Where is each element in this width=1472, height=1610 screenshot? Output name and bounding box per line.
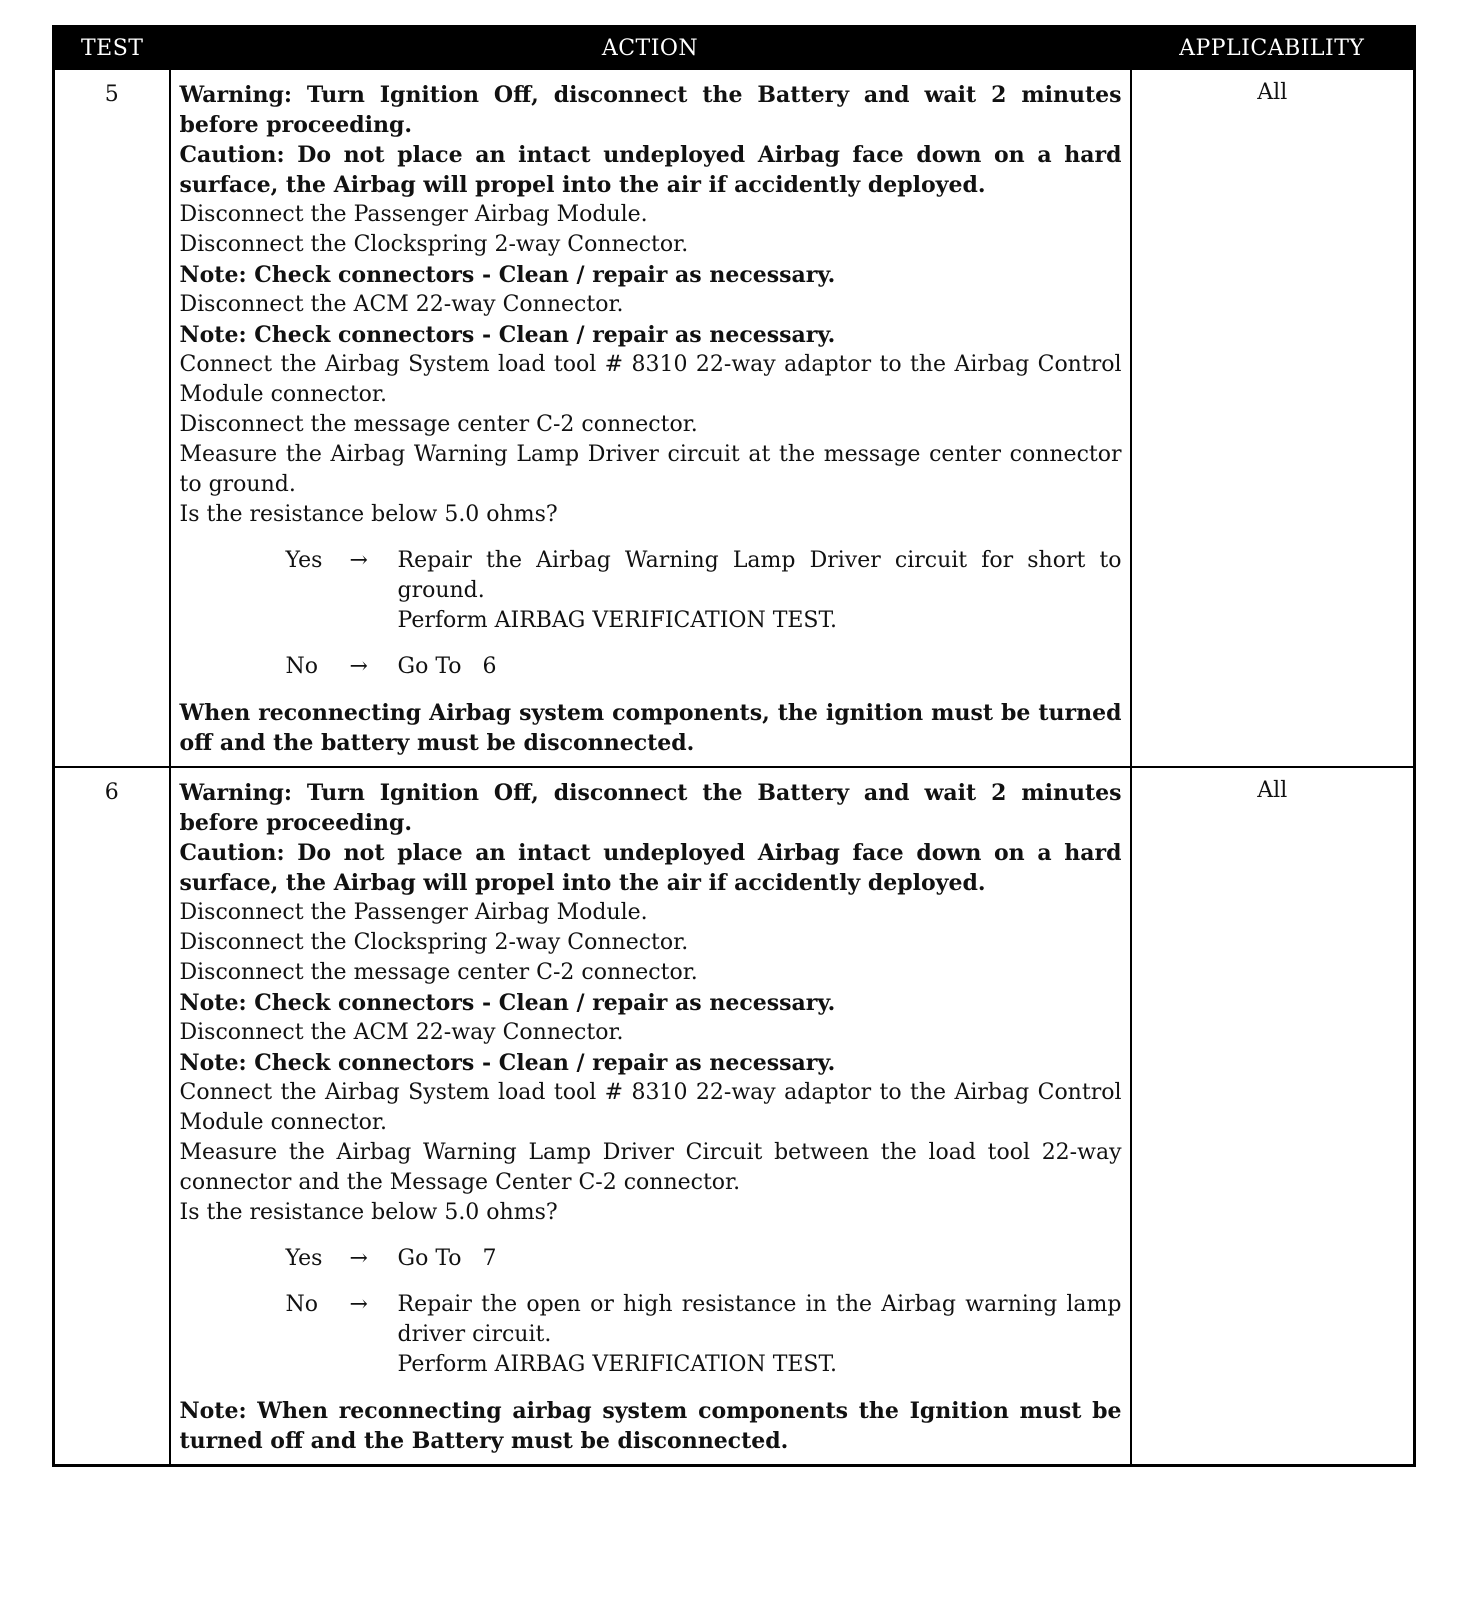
applicability-value: All [1131,69,1415,767]
no-label: No [285,654,318,679]
table-row-test-6 [54,767,1415,1466]
no-branch [286,652,1122,682]
warning-text: Warning: Turn Ignition Off, disconnect the Battery and wait 2 minutes before proceeding. [179,780,1122,836]
note-text: Note: Check connectors - Clean / repair as necessary. [179,322,836,348]
yes-result [398,1244,1122,1274]
step-text: Disconnect the ACM 22-way Connector. [179,292,624,317]
step-text: Disconnect the message center C-2 connector. [179,412,698,437]
no-branch [286,1290,1122,1380]
step-text: Disconnect the message center C-2 connector. [179,960,698,985]
footer-note: When reconnecting Airbag system components, the ignition must be turned off and the battery must be disconnected. [179,700,1122,756]
warning-text: Warning: Turn Ignition Off, disconnect the Battery and wait 2 minutes before proceeding. [179,82,1122,138]
arrow-right-icon: → [349,1292,368,1317]
result-line: Go To 7 [397,1246,497,1271]
arrow-right-icon: → [349,548,368,573]
applicability-value: All [1131,767,1415,1466]
header-test: TEST [54,27,170,70]
step-text: Measure the Airbag Warning Lamp Driver circuit at the message center connector to ground. [179,442,1122,497]
result-line: Go To 6 [397,654,497,679]
step-text: Disconnect the ACM 22-way Connector. [179,1020,624,1045]
step-text: Measure the Airbag Warning Lamp Driver Circuit between the load tool 22-way connector and the Message Center C-2 connector. [179,1140,1122,1195]
yes-label: Yes [285,1246,323,1271]
footer-note: Note: When reconnecting airbag system components the Ignition must be turned off and the Battery must be disconnected. [179,1398,1122,1454]
yes-result [398,546,1122,636]
no-label: No [285,1292,318,1317]
result-line: Perform AIRBAG VERIFICATION TEST. [397,1352,837,1377]
question-text: Is the resistance below 5.0 ohms? [179,502,558,527]
header-applicability: APPLICABILITY [1131,27,1415,70]
yes-branch [286,546,1122,636]
yes-branch [286,1244,1122,1274]
action-cell [170,767,1131,1466]
yes-label: Yes [285,548,323,573]
result-line: Repair the Airbag Warning Lamp Driver circuit for short to ground. [397,548,1122,603]
diagnostic-test-table [52,25,1416,1467]
step-text: Disconnect the Clockspring 2-way Connector. [179,232,689,257]
note-text: Note: Check connectors - Clean / repair as necessary. [179,990,836,1016]
question-text: Is the resistance below 5.0 ohms? [179,1200,558,1225]
header-action: ACTION [170,27,1131,70]
caution-text: Caution: Do not place an intact undeployed Airbag face down on a hard surface, the Airbag will propel into the air if accidently deployed. [179,142,1122,198]
step-text: Disconnect the Passenger Airbag Module. [179,900,648,925]
no-result [398,1290,1122,1380]
result-line: Repair the open or high resistance in the Airbag warning lamp driver circuit. [397,1292,1122,1347]
note-text: Note: Check connectors - Clean / repair as necessary. [179,1050,836,1076]
no-result [398,652,1122,682]
step-text: Disconnect the Clockspring 2-way Connector. [179,930,689,955]
result-line: Perform AIRBAG VERIFICATION TEST. [397,608,837,633]
step-text: Connect the Airbag System load tool # 8310 22-way adaptor to the Airbag Control Module connector. [179,352,1122,407]
arrow-right-icon: → [349,654,368,679]
action-cell [170,69,1131,767]
step-text: Connect the Airbag System load tool # 8310 22-way adaptor to the Airbag Control Module connector. [179,1080,1122,1135]
note-text: Note: Check connectors - Clean / repair as necessary. [179,262,836,288]
caution-text: Caution: Do not place an intact undeployed Airbag face down on a hard surface, the Airbag will propel into the air if accidently deployed. [179,840,1122,896]
test-number: 6 [54,767,170,1466]
arrow-right-icon: → [349,1246,368,1271]
table-header-row [54,27,1415,70]
test-number: 5 [54,69,170,767]
table-row-test-5 [54,69,1415,767]
step-text: Disconnect the Passenger Airbag Module. [179,202,648,227]
